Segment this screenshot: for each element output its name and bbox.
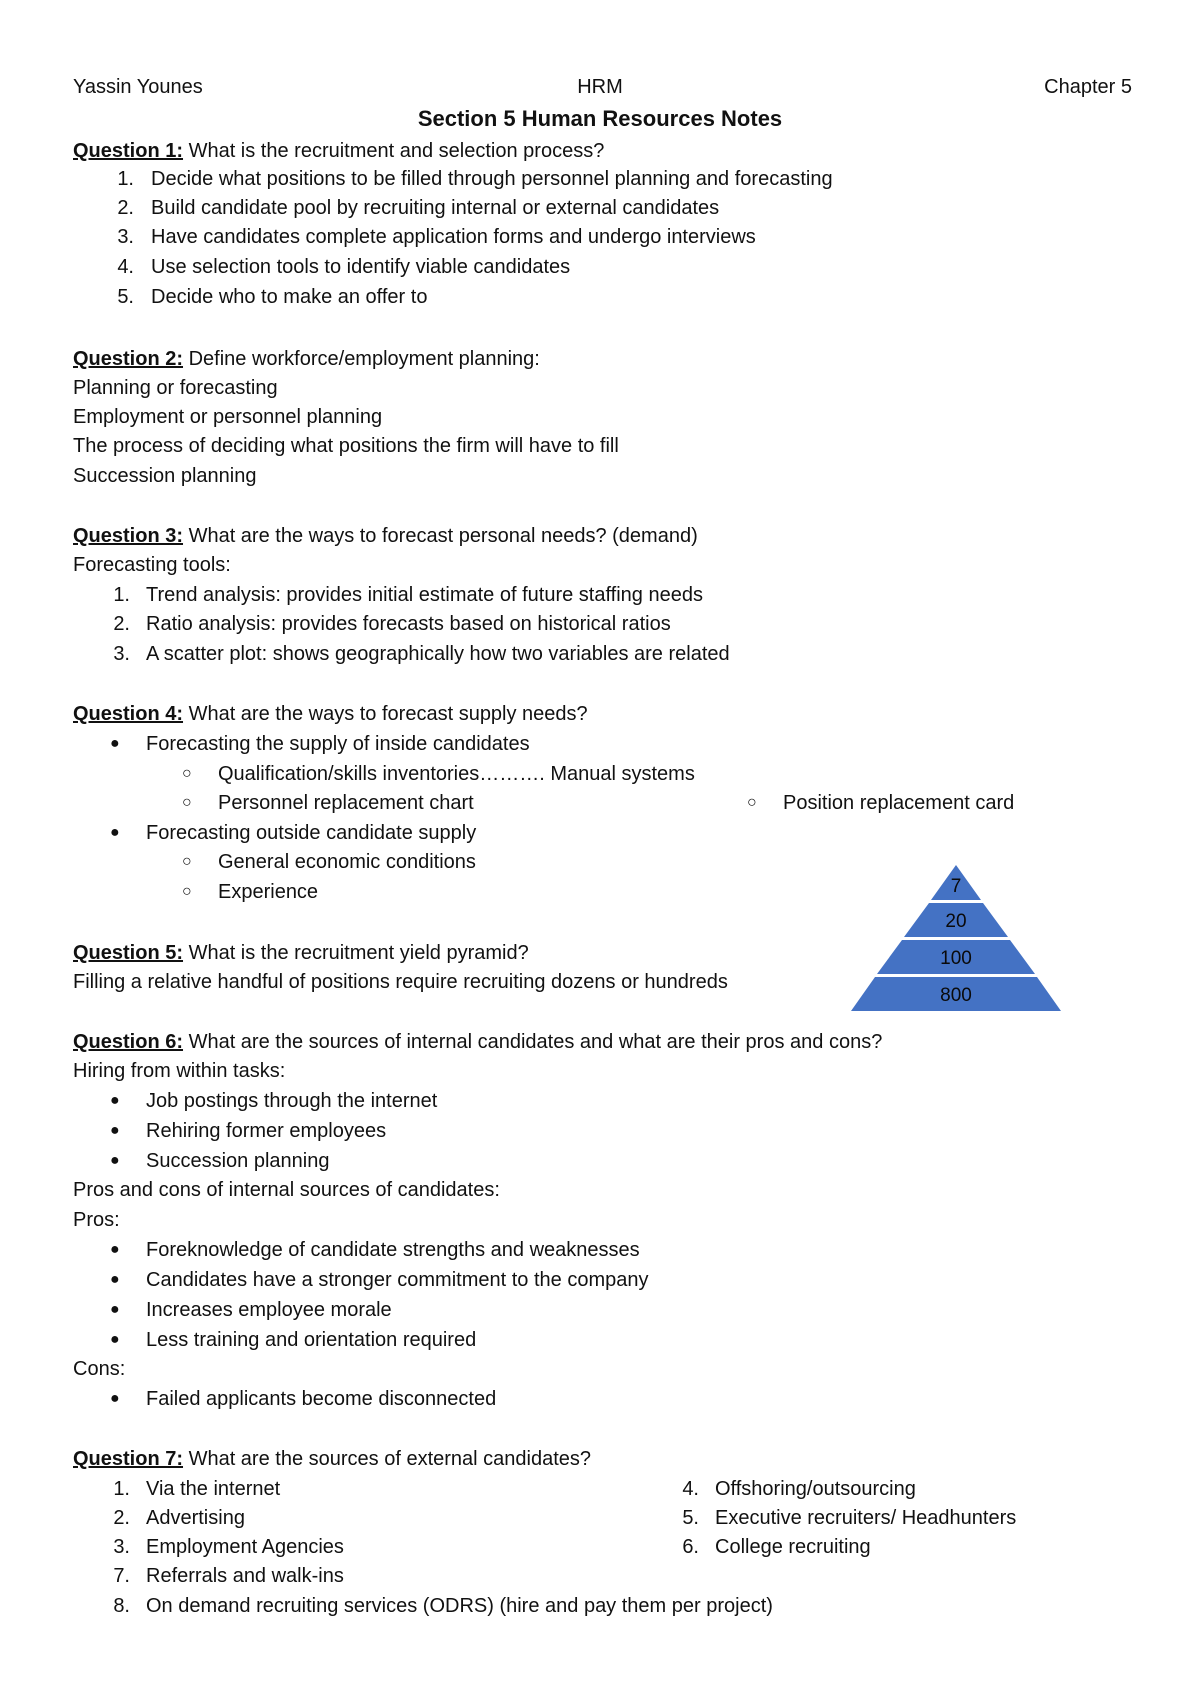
list-item: Referrals and walk-ins [146, 1565, 344, 1587]
list-item: Job postings through the internet [146, 1090, 438, 1112]
list-item: Advertising [146, 1507, 245, 1529]
list-number: 2. [117, 197, 134, 219]
question-7 [73, 1446, 591, 1472]
list-number: 1. [113, 1478, 130, 1500]
question-label: Question 1: [73, 140, 184, 162]
bullet-icon: ● [110, 1301, 120, 1318]
bullet-icon: ● [110, 1271, 120, 1288]
question-text: What are the ways to forecast supply needs? [183, 703, 588, 725]
list-number: 5. [117, 286, 134, 308]
bullet-icon: ● [110, 1331, 120, 1348]
bullet-icon: ● [110, 1241, 120, 1258]
header-course: HRM [577, 76, 623, 98]
list-item: Offshoring/outsourcing [715, 1478, 916, 1500]
text-line: Forecasting tools: [73, 554, 231, 576]
list-number: 1. [117, 168, 134, 190]
question-2 [73, 346, 540, 372]
list-item: Succession planning [146, 1150, 330, 1172]
question-text: Define workforce/employment planning: [183, 348, 540, 370]
circle-bullet-icon: ○ [182, 765, 192, 782]
list-number: 8. [113, 1595, 130, 1617]
list-number: 2. [113, 1507, 130, 1529]
list-item: Position replacement card [783, 792, 1015, 814]
header-author: Yassin Younes [73, 76, 203, 98]
text-line: Filling a relative handful of positions require recruiting dozens or hundreds [73, 971, 728, 993]
question-label: Question 4: [73, 703, 184, 725]
list-item: A scatter plot: shows geographically how two variables are related [146, 643, 730, 665]
pyramid-label: 7 [950, 876, 962, 897]
question-label: Question 7: [73, 1448, 184, 1470]
bullet-icon: ● [110, 824, 120, 841]
circle-bullet-icon: ○ [182, 794, 192, 811]
list-item: Rehiring former employees [146, 1120, 387, 1142]
list-number: 2. [113, 613, 130, 635]
list-number: 3. [113, 643, 130, 665]
question-label: Question 3: [73, 525, 184, 547]
list-number: 7. [113, 1565, 130, 1587]
text-line: Pros: [73, 1209, 120, 1231]
list-item: College recruiting [715, 1536, 871, 1558]
question-label: Question 2: [73, 348, 184, 370]
text-line: Pros and cons of internal sources of candidates: [73, 1179, 500, 1201]
text-line: Employment or personnel planning [73, 406, 383, 428]
question-text: What are the sources of external candidates? [183, 1448, 592, 1470]
list-number: 4. [682, 1478, 699, 1500]
pyramid-label: 20 [945, 911, 967, 932]
list-number: 6. [682, 1536, 699, 1558]
list-item: Failed applicants become disconnected [146, 1388, 497, 1410]
list-item: Experience [218, 881, 319, 903]
list-item: Use selection tools to identify viable candidates [151, 256, 571, 278]
list-item: Qualification/skills inventories………. Manual systems [218, 763, 695, 785]
list-number: 3. [117, 226, 134, 248]
bullet-icon: ● [110, 1152, 120, 1169]
text-line: Hiring from within tasks: [73, 1060, 286, 1082]
list-item: General economic conditions [218, 851, 476, 873]
text-line: Succession planning [73, 465, 257, 487]
question-6 [73, 1029, 882, 1055]
question-label: Question 6: [73, 1031, 184, 1053]
list-item: Personnel replacement chart [218, 792, 474, 814]
list-item: Have candidates complete application forms and undergo interviews [151, 226, 756, 248]
circle-bullet-icon: ○ [747, 794, 757, 811]
list-item: Employment Agencies [146, 1536, 344, 1558]
list-item: Build candidate pool by recruiting internal or external candidates [151, 197, 720, 219]
question-5 [73, 940, 529, 966]
list-item: Foreknowledge of candidate strengths and weaknesses [146, 1239, 640, 1261]
question-text: What are the ways to forecast personal needs? (demand) [183, 525, 698, 547]
list-item: Ratio analysis: provides forecasts based on historical ratios [146, 613, 671, 635]
list-item: Decide who to make an offer to [151, 286, 428, 308]
pyramid-label: 800 [940, 985, 972, 1006]
bullet-icon: ● [110, 735, 120, 752]
question-text: What is the recruitment and selection process? [183, 140, 605, 162]
text-line: Planning or forecasting [73, 377, 278, 399]
list-number: 4. [117, 256, 134, 278]
yield-pyramid [851, 865, 1061, 1015]
list-item: On demand recruiting services (ODRS) (hire and pay them per project) [146, 1595, 773, 1617]
pyramid-label: 100 [940, 948, 972, 969]
list-item: Forecasting the supply of inside candidates [146, 733, 530, 755]
list-item: Forecasting outside candidate supply [146, 822, 477, 844]
question-label: Question 5: [73, 942, 184, 964]
list-item: Increases employee morale [146, 1299, 392, 1321]
list-item: Trend analysis: provides initial estimate of future staffing needs [146, 584, 703, 606]
header-chapter: Chapter 5 [1044, 76, 1132, 98]
bullet-icon: ● [110, 1122, 120, 1139]
list-item: Decide what positions to be filled through personnel planning and forecasting [151, 168, 833, 190]
circle-bullet-icon: ○ [182, 883, 192, 900]
question-4 [73, 701, 588, 727]
list-number: 5. [682, 1507, 699, 1529]
question-1 [73, 138, 604, 164]
text-line: The process of deciding what positions the firm will have to fill [73, 435, 619, 457]
page-title: Section 5 Human Resources Notes [417, 106, 783, 131]
list-item: Executive recruiters/ Headhunters [715, 1507, 1017, 1529]
question-3 [73, 523, 698, 549]
list-number: 1. [113, 584, 130, 606]
question-text: What is the recruitment yield pyramid? [183, 942, 529, 964]
list-number: 3. [113, 1536, 130, 1558]
question-text: What are the sources of internal candidates and what are their pros and cons? [183, 1031, 883, 1053]
list-item: Less training and orientation required [146, 1329, 477, 1351]
text-line: Cons: [73, 1358, 126, 1380]
bullet-icon: ● [110, 1390, 120, 1407]
list-item: Via the internet [146, 1478, 281, 1500]
circle-bullet-icon: ○ [182, 853, 192, 870]
list-item: Candidates have a stronger commitment to the company [146, 1269, 649, 1291]
bullet-icon: ● [110, 1092, 120, 1109]
